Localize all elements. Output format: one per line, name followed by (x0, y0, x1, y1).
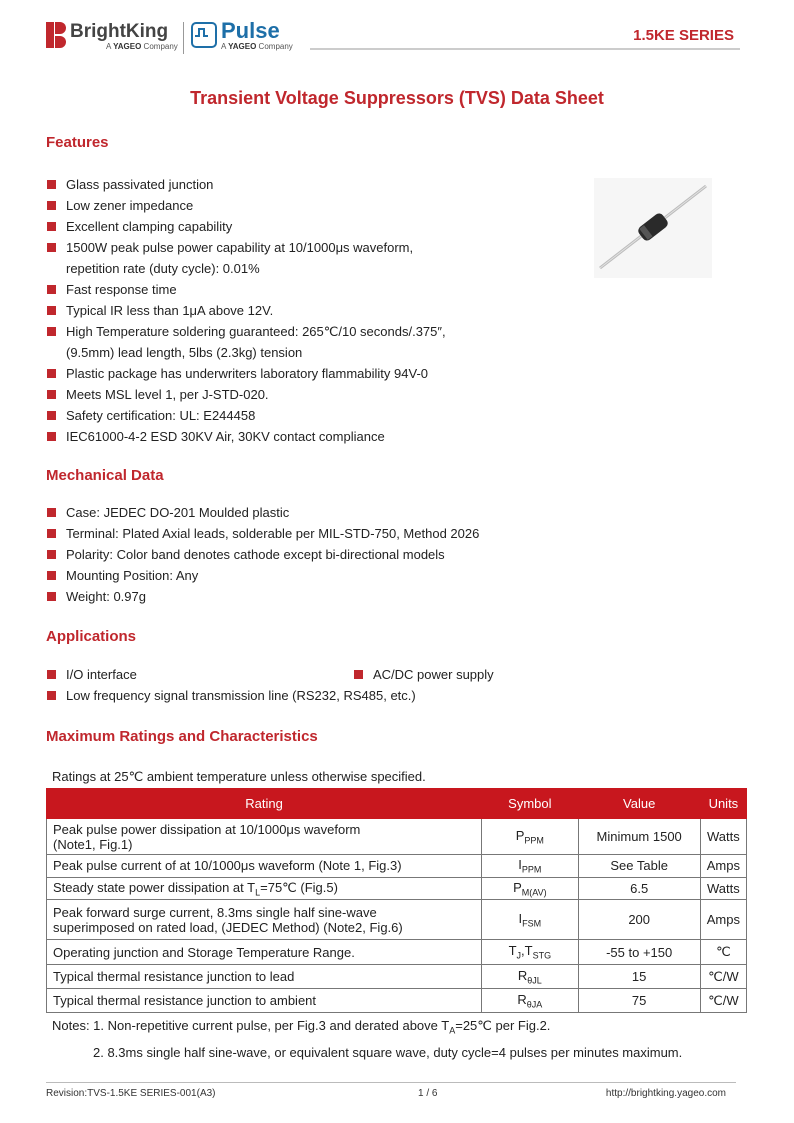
list-item: Weight: 0.97g (46, 586, 479, 607)
list-item: AC/DC power supply (353, 664, 494, 685)
list-item: Plastic package has underwriters laboratory flammability 94V-0 (46, 363, 446, 384)
table-row (47, 877, 747, 900)
applications-heading: Applications (46, 628, 137, 645)
cell-rating: Peak forward surge current, 8.3ms single half sine-wave superimposed on rated load, (JEDEC Method) (Note2, Fig.6) (47, 900, 482, 940)
ratings-intro: Ratings at 25℃ ambient temperature unless otherwise specified. (52, 769, 426, 784)
cell-unit: ℃ (700, 940, 746, 965)
header-rule (310, 48, 740, 50)
applications-list-a (46, 664, 416, 706)
cell-symbol: $T_J,T_{STG}$ (482, 940, 578, 965)
list-item: IEC61000-4-2 ESD 30KV Air, 30KV contact compliance (46, 426, 446, 447)
table-row (47, 900, 747, 940)
cell-unit: ℃/W (700, 989, 746, 1013)
list-item: Fast response time (46, 279, 446, 300)
footer-rule (46, 1082, 736, 1083)
diode-product-image (594, 178, 712, 278)
col-header-units: Units (700, 789, 746, 819)
cell-symbol: $I_{PPM}$ (482, 855, 578, 878)
cell-value: See Table (578, 855, 700, 878)
footer-revision: Revision:TVS-1.5KE SERIES-001(A3) (46, 1088, 216, 1099)
cell-symbol: $R_{\theta JL}$ (482, 965, 578, 989)
table-header-row (47, 789, 747, 819)
col-header-rating: Rating (47, 789, 482, 819)
list-item: Case: JEDEC DO-201 Moulded plastic (46, 502, 479, 523)
brightking-subtitle: A YAGEO Company (106, 42, 178, 51)
note-2: 2. 8.3ms single half sine-wave, or equivalent square wave, duty cycle=4 pulses per minutes maximum. (93, 1044, 683, 1060)
list-item: Mounting Position: Any (46, 565, 479, 586)
pulse-subtitle: A YAGEO Company (221, 42, 293, 51)
list-item: Polarity: Color band denotes cathode except bi-directional models (46, 544, 479, 565)
list-item: Glass passivated junction (46, 174, 446, 195)
logo-divider (183, 22, 184, 54)
cell-rating: Typical thermal resistance junction to lead (47, 965, 482, 989)
brightking-name: BrightKing (70, 21, 169, 42)
features-heading: Features (46, 134, 109, 151)
applications-list-b (353, 664, 494, 685)
cell-symbol: $P_{PPM}$ (482, 819, 578, 855)
ratings-heading: Maximum Ratings and Characteristics (46, 728, 318, 745)
list-item: Low frequency signal transmission line (RS232, RS485, etc.) (46, 685, 366, 706)
cell-value: -55 to +150 (578, 940, 700, 965)
brightking-mark-icon (46, 22, 66, 48)
cell-rating: Operating junction and Storage Temperature Range. (47, 940, 482, 965)
list-item-continuation: repetition rate (duty cycle): 0.01% (66, 261, 260, 276)
list-item: I/O interface (46, 664, 366, 685)
ratings-table (46, 788, 747, 1013)
table-row (47, 965, 747, 989)
note-1: Notes: 1. Non-repetitive current pulse, per Fig.3 and derated above $T_A=25℃$ per Fig.2. (52, 1018, 551, 1036)
cell-symbol: $P_{M(AV)}$ (482, 877, 578, 900)
list-item: Terminal: Plated Axial leads, solderable per MIL-STD-750, Method 2026 (46, 523, 479, 544)
cell-symbol: $I_{FSM}$ (482, 900, 578, 940)
table-row (47, 940, 747, 965)
list-item: High Temperature soldering guaranteed: 265℃/10 seconds/.375″, (46, 321, 446, 342)
cell-value: Minimum 1500 (578, 819, 700, 855)
pulse-name: Pulse (221, 18, 280, 43)
list-item-continuation: (9.5mm) lead length, 5lbs (2.3kg) tension (66, 345, 303, 360)
table-row (47, 819, 747, 855)
pulse-logo (191, 20, 293, 52)
mechanical-heading: Mechanical Data (46, 467, 164, 484)
list-item: Low zener impedance (46, 195, 446, 216)
cell-unit: Amps (700, 855, 746, 878)
brightking-logo (46, 22, 178, 52)
list-item: Meets MSL level 1, per J-STD-020. (46, 384, 446, 405)
cell-value: 200 (578, 900, 700, 940)
list-item: 1500W peak pulse power capability at 10/1000μs waveform, (46, 237, 446, 258)
cell-rating: Peak pulse current of at 10/1000μs waveform (Note 1, Fig.3) (47, 855, 482, 878)
cell-value: 75 (578, 989, 700, 1013)
mechanical-list (46, 502, 479, 607)
document-title: Transient Voltage Suppressors (TVS) Data Sheet (190, 88, 604, 108)
list-item: Excellent clamping capability (46, 216, 446, 237)
col-header-symbol: Symbol (482, 789, 578, 819)
cell-unit: Amps (700, 900, 746, 940)
cell-rating: Steady state power dissipation at $T_L=75℃$ (Fig.5) (47, 877, 482, 900)
features-list (46, 174, 446, 447)
series-label: 1.5KE SERIES (633, 27, 734, 44)
cell-value: 15 (578, 965, 700, 989)
col-header-value: Value (578, 789, 700, 819)
table-row (47, 989, 747, 1013)
table-row (47, 855, 747, 878)
cell-unit: Watts (700, 819, 746, 855)
cell-unit: ℃/W (700, 965, 746, 989)
footer-page-number: 1 / 6 (418, 1088, 438, 1099)
cell-rating: Typical thermal resistance junction to ambient (47, 989, 482, 1013)
footer-url[interactable]: http://brightking.yageo.com (605, 1088, 726, 1099)
cell-symbol: $R_{\theta JA}$ (482, 989, 578, 1013)
cell-value: 6.5 (578, 877, 700, 900)
cell-rating: Peak pulse power dissipation at 10/1000μs waveform (Note1, Fig.1) (47, 819, 482, 855)
cell-unit: Watts (700, 877, 746, 900)
pulse-mark-icon (191, 22, 217, 48)
list-item: Typical IR less than 1μA above 12V. (46, 300, 446, 321)
list-item: Safety certification: UL: E244458 (46, 405, 446, 426)
notes (52, 1015, 682, 1063)
